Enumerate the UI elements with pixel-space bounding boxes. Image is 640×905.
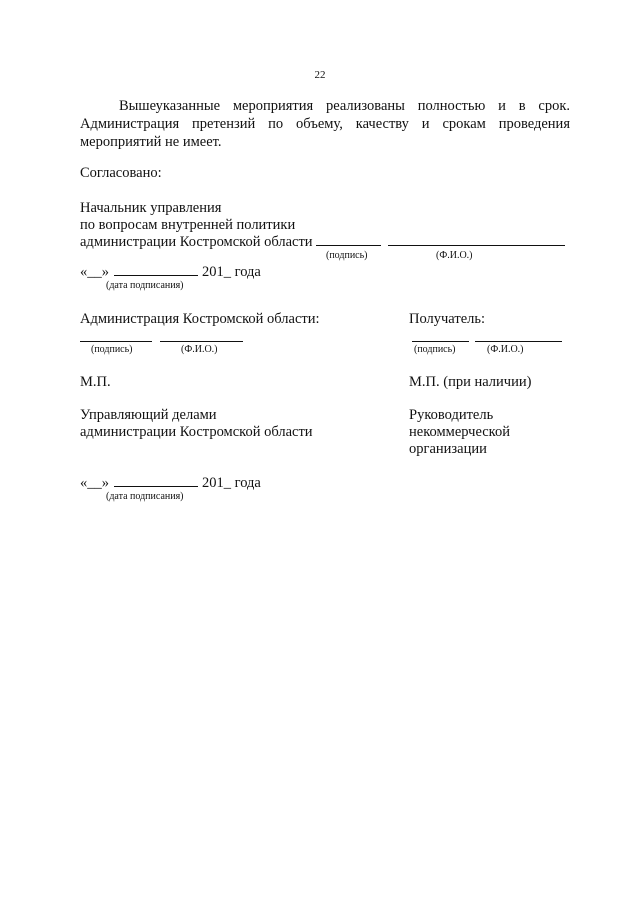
head-title-line3: администрации Костромской области [80,234,313,250]
date-2-month-line [114,474,198,492]
date-1-year: 201_ года [202,264,261,280]
head-name-line [388,233,565,251]
right-party-title: Получатель: [409,311,486,327]
head-signature-caption: (подпись) [326,250,368,261]
right-name-caption: (Ф.И.О.) [487,344,524,355]
head-name-caption: (Ф.И.О.) [436,250,473,261]
right-signature-caption: (подпись) [414,344,456,355]
right-stamp-label: М.П. (при наличии) [409,374,532,390]
left-stamp-label: М.П. [80,374,111,390]
date-1-caption: (дата подписания) [106,280,184,291]
left-signature-caption: (подпись) [91,344,133,355]
date-1-month-line [114,263,198,281]
left-manager-line2: администрации Костромской области [80,424,313,440]
right-head-line1: Руководитель [409,407,494,423]
head-title-line2: по вопросам внутренней политики [80,217,296,233]
head-signature-line [316,233,381,251]
left-manager-line1: Управляющий делами [80,407,217,423]
page-number: 22 [314,69,326,81]
right-head-line2: некоммерческой [409,424,510,440]
date-2-year: 201_ года [202,475,261,491]
left-name-caption: (Ф.И.О.) [181,344,218,355]
date-1-day: «__» [80,264,109,280]
date-2-caption: (дата подписания) [106,491,184,502]
date-2-day: «__» [80,475,109,491]
left-party-title: Администрация Костромской области: [80,311,320,327]
head-title-line1: Начальник управления [80,200,222,216]
right-head-line3: организации [409,441,487,457]
agreed-label: Согласовано: [80,165,162,181]
intro-paragraph: Вышеуказанные мероприятия реализованы полностью и в срок. Администрация претензий по объему, качеству и срокам проведения мероприятий не имеет. [80,98,570,150]
